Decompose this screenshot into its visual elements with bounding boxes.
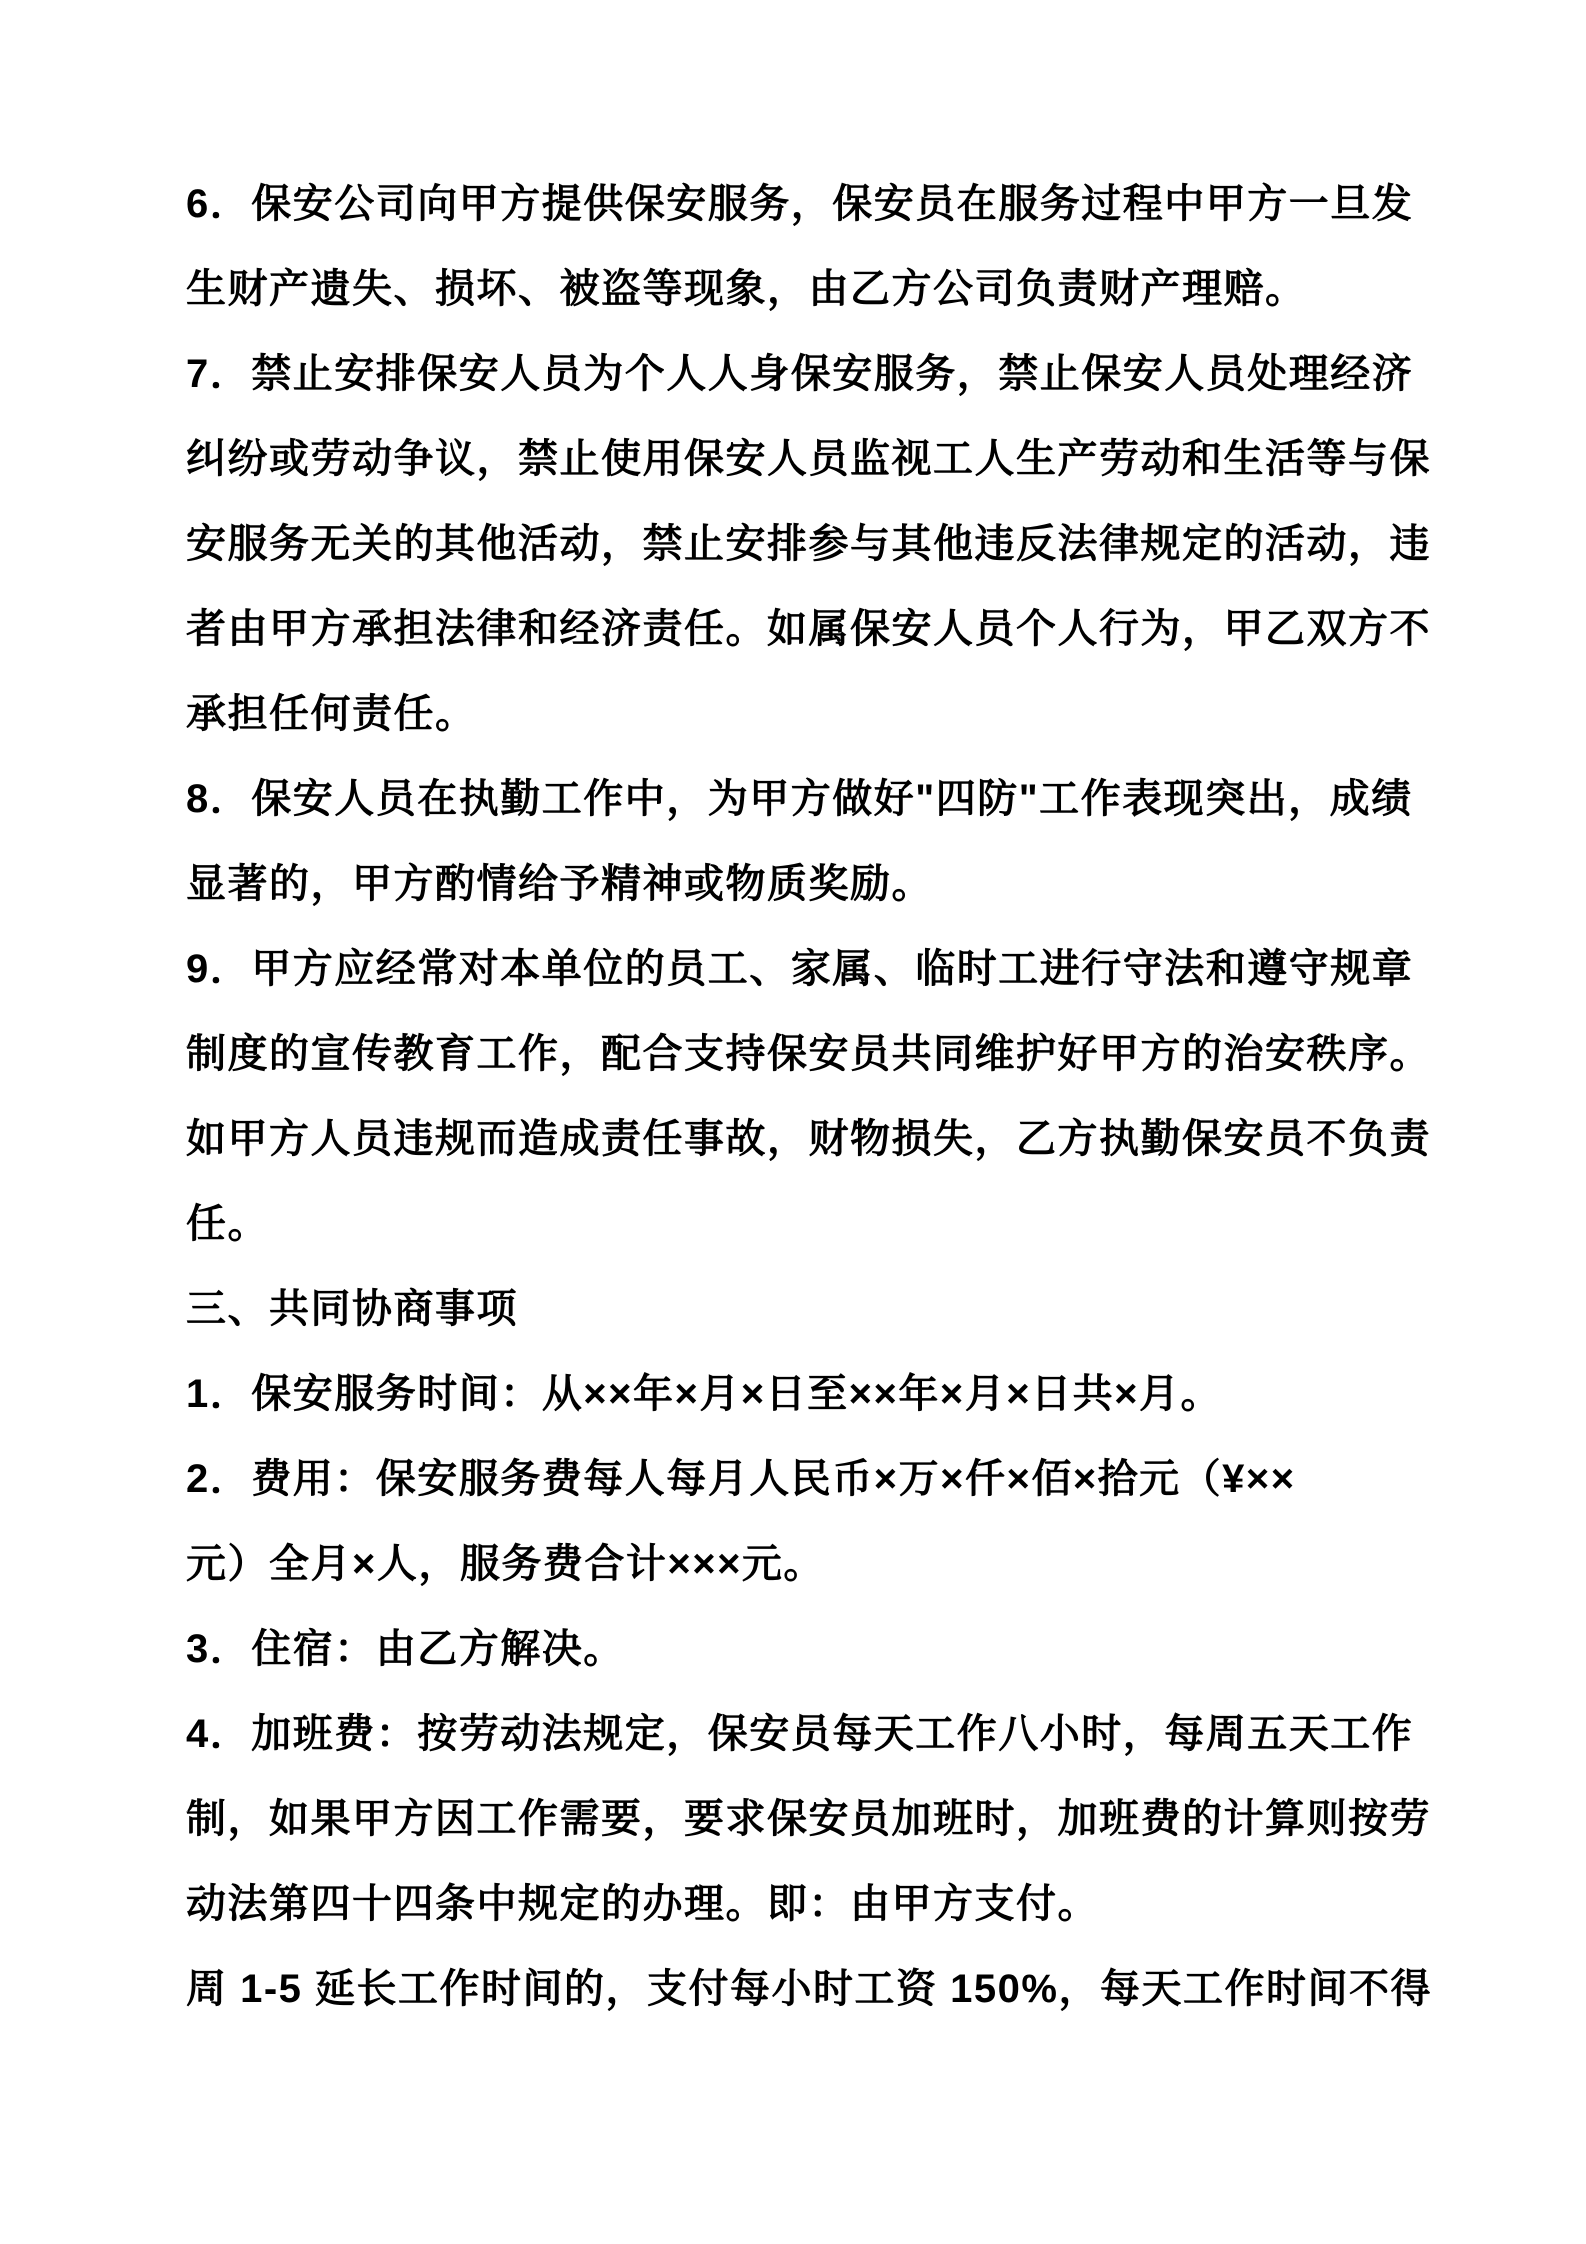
text-line: 者由甲方承担法律和经济责任。如属保安人员个人行为，甲乙双方不 — [186, 607, 1431, 651]
text-line: 生财产遗失、损坏、被盗等现象，由乙方公司负责财产理赔。 — [186, 267, 1307, 311]
text-line-item9: 9．甲方应经常对本单位的员工、家属、临时工进行守法和遵守规章 — [186, 947, 1414, 991]
text-line-item7: 7．禁止安排保安人员为个人人身保安服务，禁止保安人员处理经济 — [186, 352, 1414, 396]
text-line: 承担任何责任。 — [186, 692, 477, 736]
text-line-overtime: 周 1-5 延长工作时间的，支付每小时工资 150%，每天工作时间不得 — [186, 1967, 1432, 2011]
text-line: 制度的宣传教育工作，配合支持保安员共同维护好甲方的治安秩序。 — [186, 1032, 1431, 1076]
text-line: 制，如果甲方因工作需要，要求保安员加班时，加班费的计算则按劳 — [186, 1797, 1431, 1841]
text-line: 动法第四十四条中规定的办理。即：由甲方支付。 — [186, 1882, 1099, 1926]
section-heading: 三、共同协商事项 — [186, 1287, 518, 1331]
text-line-item4: 4．加班费：按劳动法规定，保安员每天工作八小时，每周五天工作 — [186, 1712, 1414, 1756]
text-line: 如甲方人员违规而造成责任事故，财物损失，乙方执勤保安员不负责 — [186, 1117, 1431, 1161]
text-line-item2: 2．费用：保安服务费每人每月人民币×万×仟×佰×拾元（¥×× — [186, 1457, 1296, 1501]
text-line: 纠纷或劳动争议，禁止使用保安人员监视工人生产劳动和生活等与保 — [186, 437, 1431, 481]
text-line: 元）全月×人，服务费合计×××元。 — [186, 1542, 825, 1586]
text-line-item6: 6．保安公司向甲方提供保安服务，保安员在服务过程中甲方一旦发 — [186, 182, 1414, 226]
text-line: 显著的，甲方酌情给予精神或物质奖励。 — [186, 862, 933, 906]
text-line-item8: 8．保安人员在执勤工作中，为甲方做好"四防"工作表现突出，成绩 — [186, 777, 1413, 821]
contract-text — [186, 162, 1432, 2032]
text-line-item3: 3．住宿：由乙方解决。 — [186, 1627, 625, 1671]
text-line-item1: 1．保安服务时间：从××年×月×日至××年×月×日共×月。 — [186, 1372, 1222, 1416]
text-line: 任。 — [186, 1202, 269, 1246]
text-line: 安服务无关的其他活动，禁止安排参与其他违反法律规定的活动，违 — [186, 522, 1431, 566]
